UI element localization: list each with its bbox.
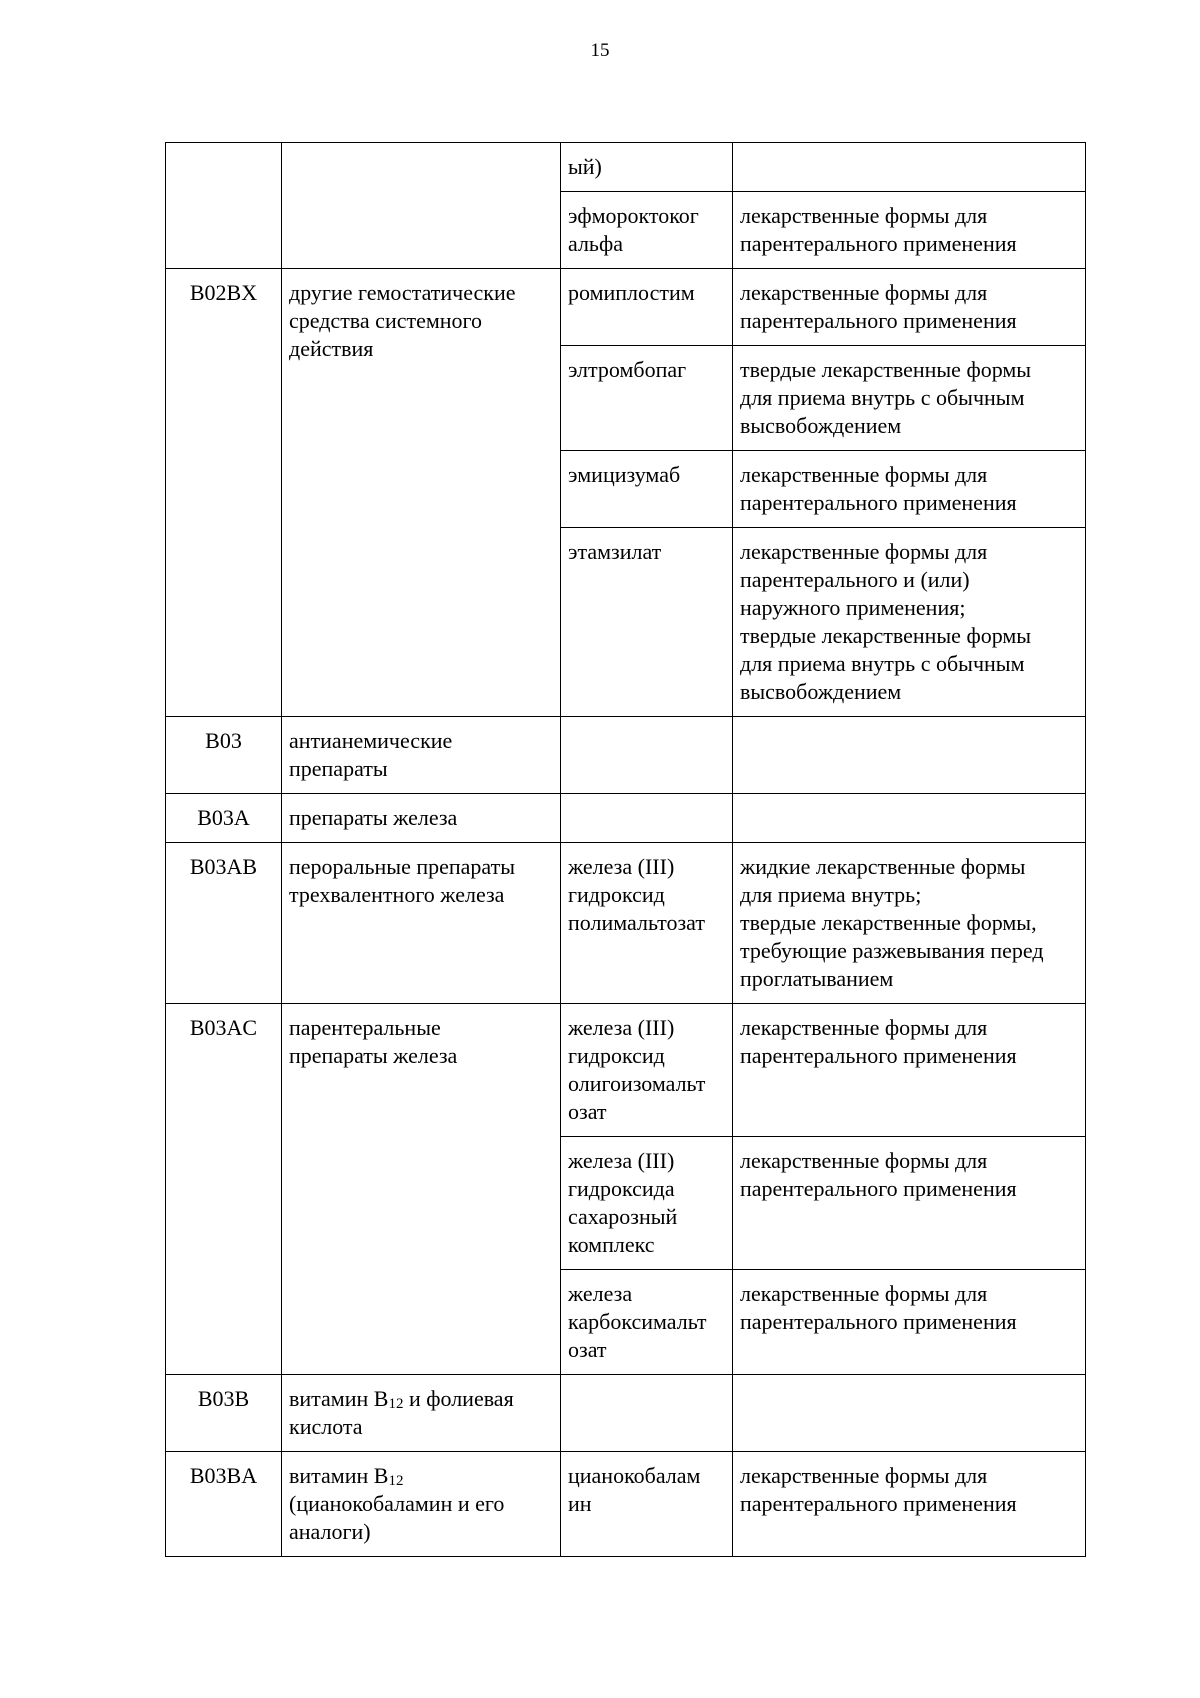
atc-code-cell: B03B: [166, 1375, 282, 1452]
mnn-cell: железа карбоксимальт озат: [561, 1270, 733, 1375]
mnn-cell: эфмороктоког альфа: [561, 192, 733, 269]
forms-cell: лекарственные формы для парентерального применения: [733, 1270, 1086, 1375]
group-cell: [282, 143, 561, 269]
group-cell: витамин $B_{12}$ (цианокобаламин и его аналоги): [282, 1452, 561, 1557]
atc-code-cell: B03AB: [166, 843, 282, 1004]
group-cell: другие гемостатические средства системного действия: [282, 269, 561, 717]
table-row: [166, 143, 1086, 192]
mnn-cell: ромиплостим: [561, 269, 733, 346]
mnn-cell: элтромбопаг: [561, 346, 733, 451]
forms-cell: [733, 1375, 1086, 1452]
mnn-cell: железа (III) гидроксида сахарозный комплекс: [561, 1137, 733, 1270]
forms-cell: лекарственные формы для парентерального применения: [733, 269, 1086, 346]
forms-cell: твердые лекарственные формы для приема внутрь с обычным высвобождением: [733, 346, 1086, 451]
mnn-cell: [561, 794, 733, 843]
mnn-cell: этамзилат: [561, 528, 733, 717]
atc-code-cell: B03: [166, 717, 282, 794]
group-cell: парентеральные препараты железа: [282, 1004, 561, 1375]
forms-cell: [733, 794, 1086, 843]
forms-cell: лекарственные формы для парентерального применения: [733, 1004, 1086, 1137]
group-cell: витамин $B_{12}$ и фолиевая кислота: [282, 1375, 561, 1452]
forms-cell: лекарственные формы для парентерального и (или) наружного применения; твердые лекарственные формы для приема внутрь с обычным высвобождением: [733, 528, 1086, 717]
table-row: [166, 843, 1086, 1004]
forms-cell: лекарственные формы для парентерального применения: [733, 1137, 1086, 1270]
mnn-cell: железа (III) гидроксид олигоизомальт озат: [561, 1004, 733, 1137]
table-row: [166, 717, 1086, 794]
table-row: [166, 1375, 1086, 1452]
atc-code-cell: B03A: [166, 794, 282, 843]
forms-cell: лекарственные формы для парентерального применения: [733, 451, 1086, 528]
mnn-cell: железа (III) гидроксид полимальтозат: [561, 843, 733, 1004]
table-row: [166, 1004, 1086, 1137]
atc-code-cell: B03AC: [166, 1004, 282, 1375]
mnn-cell: цианокобалам ин: [561, 1452, 733, 1557]
mnn-cell: эмицизумаб: [561, 451, 733, 528]
forms-cell: [733, 717, 1086, 794]
page-number: 15: [590, 40, 610, 61]
table-row: [166, 1452, 1086, 1557]
forms-cell: лекарственные формы для парентерального применения: [733, 1452, 1086, 1557]
atc-code-cell: [166, 143, 282, 269]
atc-code-cell: B03BA: [166, 1452, 282, 1557]
table-row: [166, 794, 1086, 843]
forms-cell: лекарственные формы для парентерального применения: [733, 192, 1086, 269]
table-row: [166, 269, 1086, 346]
group-cell: пероральные препараты трехвалентного железа: [282, 843, 561, 1004]
mnn-cell: [561, 1375, 733, 1452]
mnn-cell: [561, 717, 733, 794]
atc-code-cell: B02BX: [166, 269, 282, 717]
group-cell: препараты железа: [282, 794, 561, 843]
forms-cell: [733, 143, 1086, 192]
drug-list-table: [165, 142, 1086, 1557]
mnn-cell: ый): [561, 143, 733, 192]
forms-cell: жидкие лекарственные формы для приема внутрь; твердые лекарственные формы, требующие разжевывания перед проглатыванием: [733, 843, 1086, 1004]
group-cell: антианемические препараты: [282, 717, 561, 794]
